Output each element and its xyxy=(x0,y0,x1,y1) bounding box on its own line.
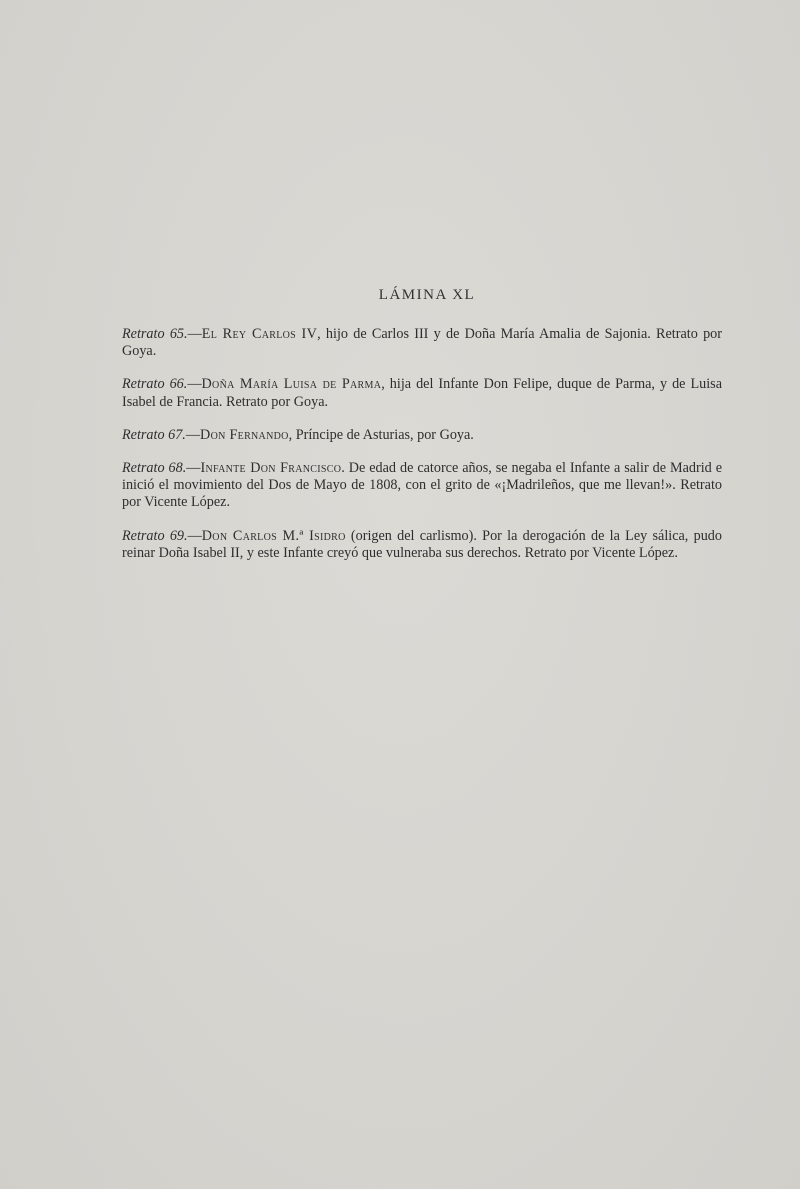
caption-entry-66 xyxy=(122,376,722,410)
sitter-name: El Rey Carlos IV xyxy=(201,326,318,342)
caption-text: , hija del Infante Don Felipe, duque de Parma, y de Luisa Isabel de Francia. Retrato por Goya. xyxy=(122,376,722,410)
caption-entry-67 xyxy=(122,427,722,444)
caption-text: (origen del carlismo). Por la derogación de la Ley sálica, pudo reinar Doña Isabel II, y este Infante creyó que vulneraba sus derechos. Retrato por Vicente López. xyxy=(122,527,722,561)
caption-dash: — xyxy=(187,376,202,393)
sitter-name: Doña María Luisa de Parma xyxy=(201,376,382,393)
portrait-reference: Retrato 67. xyxy=(122,426,186,443)
caption-text: , Príncipe de Asturias, por Goya. xyxy=(288,426,474,443)
portrait-reference: Retrato 68. xyxy=(122,460,187,477)
sitter-name: Don Carlos M.ª Isidro xyxy=(201,527,346,544)
portrait-reference: Retrato 69. xyxy=(122,527,188,544)
caption-dash: — xyxy=(185,426,201,443)
portrait-reference: Retrato 65. xyxy=(122,326,188,342)
caption-page xyxy=(122,287,722,578)
caption-entry-68 xyxy=(122,460,722,512)
caption-entry-65 xyxy=(122,326,722,360)
caption-text: , hijo de Carlos III y de Doña María Amalia de Sajonia. Retrato por Goya. xyxy=(122,326,722,360)
portrait-reference: Retrato 66. xyxy=(122,376,188,393)
plate-title: LÁMINA XL xyxy=(378,287,476,303)
caption-entry-69 xyxy=(122,528,722,562)
caption-text: . De edad de catorce años, se negaba el Infante a salir de Madrid e inició el movimiento del Dos de Mayo de 1808, con el grito de «¡Madrileños, que me llevan!». Retrato por Vicente López. xyxy=(122,460,722,511)
caption-dash: — xyxy=(186,460,201,477)
sitter-name: Don Fernando xyxy=(200,426,289,443)
caption-dash: — xyxy=(187,527,202,544)
sitter-name: Infante Don Francisco xyxy=(200,460,342,477)
caption-dash: — xyxy=(187,326,202,342)
